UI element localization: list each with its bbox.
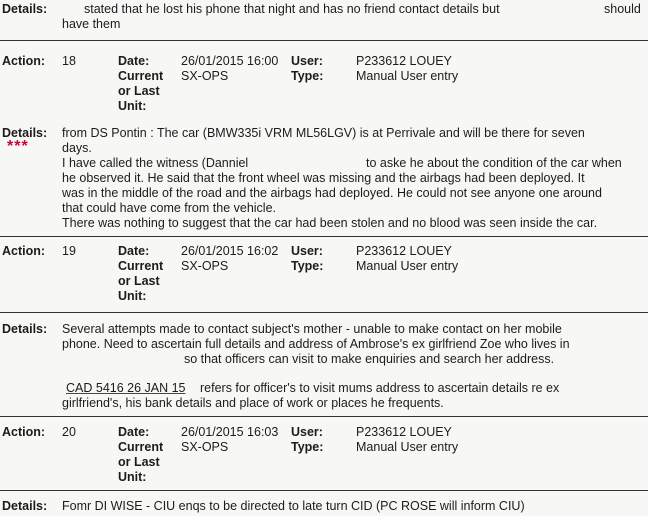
divider: [0, 40, 648, 41]
divider: [0, 416, 648, 417]
asterisk-marker: ***: [7, 138, 29, 155]
details-line: phone. Need to ascertain full details and address of Ambrose's ex girlfriend Zoe who lives in: [62, 337, 570, 351]
unit-label: or Last: [118, 455, 160, 469]
details-line: days.: [62, 141, 92, 155]
date-value: 26/01/2015 16:00: [181, 54, 279, 68]
action-number: 18: [62, 54, 76, 68]
user-label: User:: [291, 425, 323, 439]
unit-label: or Last: [118, 84, 160, 98]
details-line: that could have come from the vehicle.: [62, 201, 277, 215]
details-line: Fomr DI WISE - CIU enqs to be directed to late turn CID (PC ROSE will inform CIU): [62, 499, 525, 513]
details-line: Several attempts made to contact subject's mother - unable to make contact on her mobile: [62, 322, 562, 336]
unit-value: SX-OPS: [181, 69, 229, 83]
cad-reference: CAD 5416 26 JAN 15: [66, 381, 186, 395]
date-label: Date:: [118, 425, 150, 439]
date-label: Date:: [118, 244, 150, 258]
details-line: I have called the witness (Danniel: [62, 156, 249, 170]
details-line: There was nothing to suggest that the car had been stolen and no blood was seen inside the car.: [62, 216, 598, 230]
date-value: 26/01/2015 16:03: [181, 425, 279, 439]
details-label: Details:: [2, 126, 48, 140]
unit-label: Current: [118, 259, 164, 273]
date-label: Date:: [118, 54, 150, 68]
unit-label: Unit:: [118, 289, 147, 303]
divider: [0, 236, 648, 237]
unit-label: or Last: [118, 274, 160, 288]
details-line: refers for officer's to visit mums address to ascertain details re ex: [200, 381, 560, 395]
user-value: P233612 LOUEY: [356, 244, 452, 258]
unit-label: Current: [118, 69, 164, 83]
details-line: to aske he about the condition of the car when: [366, 156, 622, 170]
action-number: 20: [62, 425, 76, 439]
type-label: Type:: [291, 440, 324, 454]
divider: [0, 490, 648, 491]
type-label: Type:: [291, 259, 324, 273]
user-value: P233612 LOUEY: [356, 425, 452, 439]
details-label: Details:: [2, 322, 48, 336]
type-label: Type:: [291, 69, 324, 83]
user-label: User:: [291, 244, 323, 258]
date-value: 26/01/2015 16:02: [181, 244, 279, 258]
details-text: should: [604, 2, 641, 16]
action-label: Action:: [2, 425, 46, 439]
details-label: Details:: [2, 2, 48, 16]
user-value: P233612 LOUEY: [356, 54, 452, 68]
unit-value: SX-OPS: [181, 259, 229, 273]
user-label: User:: [291, 54, 323, 68]
details-line: was in the middle of the road and the airbags had deployed. He could not see anyone one around: [62, 186, 602, 200]
details-line: so that officers can visit to make enquiries and search her address.: [184, 352, 555, 366]
details-text: have them: [62, 17, 121, 31]
type-value: Manual User entry: [356, 259, 459, 273]
details-line: he observed it. He said that the front wheel was missing and the airbags had been deployed. It: [62, 171, 585, 185]
unit-label: Current: [118, 440, 164, 454]
details-line: girlfriend's, his bank details and place of work or places he frequents.: [62, 396, 444, 410]
action-label: Action:: [2, 54, 46, 68]
type-value: Manual User entry: [356, 440, 459, 454]
details-label: Details:: [2, 499, 48, 513]
type-value: Manual User entry: [356, 69, 459, 83]
action-number: 19: [62, 244, 76, 258]
details-text: stated that he lost his phone that night and has no friend contact details but: [84, 2, 500, 16]
details-line: from DS Pontin : The car (BMW335i VRM ML56LGV) is at Perrivale and will be there for seven: [62, 126, 585, 140]
unit-label: Unit:: [118, 470, 147, 484]
unit-value: SX-OPS: [181, 440, 229, 454]
divider: [0, 312, 648, 313]
action-label: Action:: [2, 244, 46, 258]
unit-label: Unit:: [118, 99, 147, 113]
